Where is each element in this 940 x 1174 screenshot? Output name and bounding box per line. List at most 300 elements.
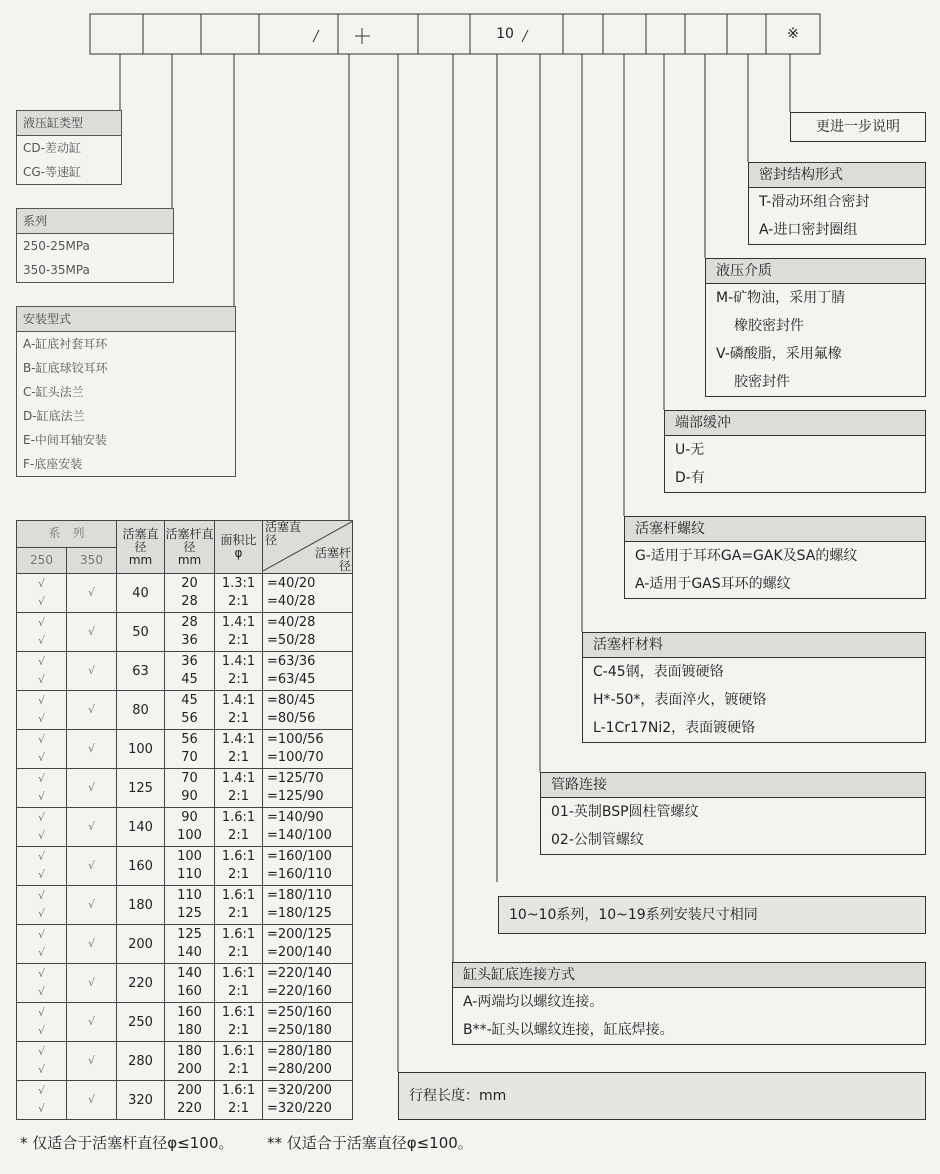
mounting-item: F-底座安装 <box>23 457 83 471</box>
seal-item: A-进口密封圈组 <box>759 222 858 238</box>
check-250 <box>17 1042 67 1081</box>
rod-diameter <box>165 574 215 613</box>
rod-value: 110 <box>177 867 202 882</box>
code-value: =80/45 <box>267 693 316 708</box>
check-mark: √ <box>37 595 45 608</box>
rod-diameter <box>165 769 215 808</box>
check-mark: √ <box>37 1006 45 1019</box>
code-value: =40/28 <box>267 594 316 609</box>
code-value: =160/100 <box>267 849 332 864</box>
rod-value: 110 <box>177 888 202 903</box>
check-mark: √ <box>88 781 96 794</box>
cylinder-type-box <box>16 110 122 185</box>
rod-material-item: H*-50*，表面淬火，镀硬铬 <box>593 692 767 708</box>
check-mark: √ <box>88 820 96 833</box>
table-row <box>17 964 353 1003</box>
further-note-title: 更进一步说明 <box>816 119 900 135</box>
seal-title: 密封结构形式 <box>749 163 925 188</box>
check-mark: √ <box>37 928 45 941</box>
rod-value: 200 <box>177 1083 202 1098</box>
check-350 <box>67 769 117 808</box>
check-mark: √ <box>88 1054 96 1067</box>
check-250 <box>17 652 67 691</box>
size-code <box>263 574 353 613</box>
pipe-connection-item: 02-公制管螺纹 <box>551 832 644 848</box>
check-mark: √ <box>37 733 45 746</box>
area-ratio <box>215 691 263 730</box>
check-mark: √ <box>37 790 45 803</box>
check-250 <box>17 808 67 847</box>
check-350 <box>67 964 117 1003</box>
table-row <box>17 808 353 847</box>
table-row <box>17 691 353 730</box>
code-value: =320/220 <box>267 1101 332 1116</box>
area-ratio <box>215 847 263 886</box>
area-ratio <box>215 1081 263 1120</box>
ratio-value: 2:1 <box>228 1023 249 1038</box>
header-rod-label: 活塞杆直径 <box>165 526 214 554</box>
code-value: =280/180 <box>267 1044 332 1059</box>
medium-title: 液压介质 <box>706 259 925 284</box>
mounting-box <box>16 306 236 477</box>
area-ratio <box>215 613 263 652</box>
check-mark: √ <box>37 1024 45 1037</box>
check-mark: √ <box>37 907 45 920</box>
check-mark: √ <box>37 694 45 707</box>
code-value: =320/200 <box>267 1083 332 1098</box>
rod-value: 200 <box>177 1062 202 1077</box>
check-mark: √ <box>37 1102 45 1115</box>
code-value: =100/70 <box>267 750 324 765</box>
header-diag-top: 活塞直径 <box>265 520 302 547</box>
size-code <box>263 964 353 1003</box>
check-mark: √ <box>37 634 45 647</box>
rod-diameter <box>165 1003 215 1042</box>
ratio-value: 1.6:1 <box>221 1005 256 1020</box>
check-mark: √ <box>37 772 45 785</box>
area-ratio <box>215 886 263 925</box>
head-connection-item: B**-缸头以螺纹连接，缸底焊接。 <box>463 1022 674 1038</box>
piston-diameter: 180 <box>117 886 165 925</box>
piston-diameter: 40 <box>117 574 165 613</box>
ratio-value: 1.3:1 <box>221 576 256 591</box>
check-mark: √ <box>37 577 45 590</box>
code-value: =63/36 <box>267 654 316 669</box>
code-value: =40/28 <box>267 615 316 630</box>
check-mark: √ <box>88 898 96 911</box>
ratio-value: 2:1 <box>228 1101 249 1116</box>
check-250 <box>17 574 67 613</box>
series-title: 系列 <box>17 209 173 234</box>
rod-value: 160 <box>177 1005 202 1020</box>
mounting-item: A-缸底衬套耳环 <box>23 337 108 351</box>
table-row <box>17 613 353 652</box>
piston-diameter: 280 <box>117 1042 165 1081</box>
header-250: 250 <box>17 547 67 574</box>
cushion-box <box>664 410 926 493</box>
check-mark: √ <box>37 946 45 959</box>
piston-diameter: 250 <box>117 1003 165 1042</box>
piston-diameter: 100 <box>117 730 165 769</box>
rod-diameter <box>165 613 215 652</box>
seal-box <box>748 162 926 245</box>
cushion-item: D-有 <box>675 470 705 486</box>
rod-thread-title: 活塞杆螺纹 <box>625 517 925 542</box>
rod-diameter <box>165 808 215 847</box>
size-code <box>263 769 353 808</box>
size-code <box>263 808 353 847</box>
rod-thread-item: G-适用于耳环GA=GAK及SA的螺纹 <box>635 548 858 564</box>
piston-diameter: 63 <box>117 652 165 691</box>
check-350 <box>67 730 117 769</box>
code-value: =200/140 <box>267 945 332 960</box>
code-value: =140/100 <box>267 828 332 843</box>
code-value: =125/90 <box>267 789 324 804</box>
header-diag-bottom: 活塞杆径 <box>315 546 352 573</box>
ratio-value: 2:1 <box>228 750 249 765</box>
rod-value: 56 <box>181 711 198 726</box>
check-mark: √ <box>37 1045 45 1058</box>
code-value: =100/56 <box>267 732 324 747</box>
code-value: =63/45 <box>267 672 316 687</box>
size-code <box>263 925 353 964</box>
rod-diameter <box>165 1081 215 1120</box>
header-ratio-unit: φ <box>234 546 243 560</box>
check-mark: √ <box>37 850 45 863</box>
area-ratio <box>215 1042 263 1081</box>
table-row <box>17 1081 353 1120</box>
check-mark: √ <box>37 1063 45 1076</box>
check-250 <box>17 613 67 652</box>
table-row <box>17 730 353 769</box>
code-value: =220/160 <box>267 984 332 999</box>
check-mark: √ <box>37 985 45 998</box>
rod-thread-box <box>624 516 926 599</box>
ratio-value: 1.6:1 <box>221 1044 256 1059</box>
check-mark: √ <box>37 967 45 980</box>
check-250 <box>17 1003 67 1042</box>
size-code <box>263 1003 353 1042</box>
rod-value: 160 <box>177 984 202 999</box>
ratio-value: 1.4:1 <box>221 693 256 708</box>
cushion-title: 端部缓冲 <box>665 411 925 436</box>
check-mark: √ <box>88 625 96 638</box>
table-row <box>17 769 353 808</box>
rod-value: 28 <box>181 615 198 630</box>
medium-item: 橡胶密封件 <box>734 318 804 334</box>
piston-diameter: 140 <box>117 808 165 847</box>
pipe-connection-title: 管路连接 <box>541 773 925 798</box>
area-ratio <box>215 964 263 1003</box>
check-mark: √ <box>37 655 45 668</box>
pipe-connection-box <box>540 772 926 855</box>
check-mark: √ <box>88 664 96 677</box>
size-code <box>263 886 353 925</box>
table-row <box>17 652 353 691</box>
check-250 <box>17 730 67 769</box>
rod-value: 125 <box>177 927 202 942</box>
ratio-value: 1.6:1 <box>221 849 256 864</box>
check-mark: √ <box>88 976 96 989</box>
series-box <box>16 208 174 283</box>
rod-material-box <box>582 632 926 743</box>
code-value: =280/200 <box>267 1062 332 1077</box>
code-value: =180/125 <box>267 906 332 921</box>
header-350: 350 <box>67 547 117 574</box>
code-value: =180/110 <box>267 888 332 903</box>
rod-material-item: C-45钢，表面镀硬铬 <box>593 664 724 680</box>
rod-value: 90 <box>181 789 198 804</box>
pipe-connection-item: 01-英制BSP圆柱管螺纹 <box>551 804 699 820</box>
check-350 <box>67 574 117 613</box>
cushion-item: U-无 <box>675 442 705 458</box>
area-ratio <box>215 925 263 964</box>
check-250 <box>17 1081 67 1120</box>
check-mark: √ <box>37 868 45 881</box>
ratio-value: 2:1 <box>228 1062 249 1077</box>
rod-thread-item: A-适用于GAS耳环的螺纹 <box>635 576 791 592</box>
size-code <box>263 613 353 652</box>
check-mark: √ <box>37 889 45 902</box>
check-350 <box>67 613 117 652</box>
spec-table <box>16 520 353 1120</box>
series-note-text: 10~10系列，10~19系列安装尺寸相同 <box>509 907 758 923</box>
piston-diameter: 220 <box>117 964 165 1003</box>
code-value: =140/90 <box>267 810 324 825</box>
table-row <box>17 847 353 886</box>
rod-diameter <box>165 652 215 691</box>
rod-value: 70 <box>181 771 198 786</box>
check-350 <box>67 652 117 691</box>
check-250 <box>17 691 67 730</box>
size-code <box>263 652 353 691</box>
piston-diameter: 125 <box>117 769 165 808</box>
rod-diameter <box>165 925 215 964</box>
rod-value: 140 <box>177 966 202 981</box>
header-diagonal-line <box>263 521 353 571</box>
rod-material-title: 活塞杆材料 <box>583 633 925 658</box>
check-mark: √ <box>88 859 96 872</box>
area-ratio <box>215 652 263 691</box>
rod-value: 28 <box>181 594 198 609</box>
header-piston-unit: mm <box>128 552 153 567</box>
medium-item: 胶密封件 <box>734 374 790 390</box>
table-row <box>17 1003 353 1042</box>
check-350 <box>67 886 117 925</box>
size-code <box>263 1042 353 1081</box>
spec-table-body <box>17 574 353 1120</box>
check-mark: √ <box>37 1084 45 1097</box>
series-item: 350-35MPa <box>23 263 90 277</box>
check-mark: √ <box>88 586 96 599</box>
medium-item: M-矿物油，采用丁腈 <box>716 290 846 306</box>
code-value: =50/28 <box>267 633 316 648</box>
code-value: =125/70 <box>267 771 324 786</box>
check-350 <box>67 925 117 964</box>
ratio-value: 2:1 <box>228 945 249 960</box>
ratio-value: 1.4:1 <box>221 732 256 747</box>
piston-diameter: 50 <box>117 613 165 652</box>
stroke-length-box <box>398 1072 926 1120</box>
check-mark: √ <box>88 937 96 950</box>
footnote-piston: ** 仅适合于活塞直径φ≤100。 <box>266 1134 473 1152</box>
rod-diameter <box>165 886 215 925</box>
rod-value: 140 <box>177 945 202 960</box>
ratio-value: 1.6:1 <box>221 966 256 981</box>
rod-value: 100 <box>177 849 202 864</box>
ratio-value: 1.6:1 <box>221 888 256 903</box>
rod-value: 56 <box>181 732 198 747</box>
table-row <box>17 925 353 964</box>
table-row <box>17 574 353 613</box>
piston-diameter: 80 <box>117 691 165 730</box>
check-350 <box>67 808 117 847</box>
area-ratio <box>215 769 263 808</box>
piston-diameter: 160 <box>117 847 165 886</box>
rod-value: 36 <box>181 633 198 648</box>
check-350 <box>67 1042 117 1081</box>
mounting-title: 安装型式 <box>17 307 235 332</box>
check-mark: √ <box>88 1015 96 1028</box>
ratio-value: 1.4:1 <box>221 615 256 630</box>
ratio-value: 2:1 <box>228 711 249 726</box>
size-code <box>263 847 353 886</box>
further-note-box <box>790 112 926 142</box>
ratio-value: 2:1 <box>228 984 249 999</box>
check-250 <box>17 925 67 964</box>
rod-value: 180 <box>177 1044 202 1059</box>
mounting-item: C-缸头法兰 <box>23 385 84 399</box>
check-350 <box>67 1081 117 1120</box>
seal-item: T-滑动环组合密封 <box>759 194 870 210</box>
check-mark: √ <box>37 829 45 842</box>
check-mark: √ <box>88 1093 96 1106</box>
piston-diameter: 200 <box>117 925 165 964</box>
header-piston <box>117 521 165 574</box>
header-rod-unit: mm <box>177 552 202 567</box>
ratio-value: 2:1 <box>228 594 249 609</box>
medium-item: V-磷酸脂，采用氟橡 <box>716 346 842 362</box>
area-ratio <box>215 574 263 613</box>
size-code <box>263 691 353 730</box>
mounting-item: E-中间耳轴安装 <box>23 433 107 447</box>
head-connection-title: 缸头缸底连接方式 <box>453 963 925 988</box>
code-value: =40/20 <box>267 576 316 591</box>
ratio-value: 1.6:1 <box>221 1083 256 1098</box>
check-250 <box>17 769 67 808</box>
code-stroke-number: 10 <box>496 26 514 42</box>
ratio-value: 2:1 <box>228 828 249 843</box>
area-ratio <box>215 730 263 769</box>
code-value: =160/110 <box>267 867 332 882</box>
ratio-value: 1.4:1 <box>221 654 256 669</box>
cylinder-type-item: CD-差动缸 <box>23 141 81 155</box>
ratio-value: 2:1 <box>228 906 249 921</box>
header-ratio <box>215 521 263 574</box>
check-mark: √ <box>37 712 45 725</box>
header-piston-label: 活塞直径 <box>122 526 159 554</box>
ratio-value: 1.4:1 <box>221 771 256 786</box>
code-value: =250/180 <box>267 1023 332 1038</box>
footnote-rod: * 仅适合于活塞杆直径φ≤100。 <box>20 1134 234 1152</box>
rod-value: 100 <box>177 828 202 843</box>
check-250 <box>17 964 67 1003</box>
check-mark: √ <box>37 811 45 824</box>
rod-diameter <box>165 847 215 886</box>
medium-box <box>705 258 926 397</box>
check-mark: √ <box>37 673 45 686</box>
check-mark: √ <box>37 616 45 629</box>
rod-value: 90 <box>181 810 198 825</box>
head-connection-item: A-两端均以螺纹连接。 <box>463 994 604 1010</box>
rod-value: 220 <box>177 1101 202 1116</box>
cylinder-type-item: CG-等速缸 <box>23 165 82 179</box>
cylinder-type-title: 液压缸类型 <box>17 111 121 136</box>
mounting-item: B-缸底球铰耳环 <box>23 361 108 375</box>
rod-value: 180 <box>177 1023 202 1038</box>
check-350 <box>67 1003 117 1042</box>
mounting-item: D-缸底法兰 <box>23 409 85 423</box>
header-rod <box>165 521 215 574</box>
ratio-value: 1.6:1 <box>221 810 256 825</box>
stroke-length-text: 行程长度：mm <box>409 1088 507 1104</box>
area-ratio <box>215 1003 263 1042</box>
table-row <box>17 1042 353 1081</box>
rod-diameter <box>165 730 215 769</box>
rod-value: 45 <box>181 672 198 687</box>
ratio-value: 2:1 <box>228 672 249 687</box>
series-note-box <box>498 896 926 934</box>
rod-diameter <box>165 1042 215 1081</box>
header-ratio-label: 面积比 <box>220 533 257 547</box>
rod-value: 45 <box>181 693 198 708</box>
size-code <box>263 730 353 769</box>
rod-diameter <box>165 964 215 1003</box>
size-code <box>263 1081 353 1120</box>
rod-value: 70 <box>181 750 198 765</box>
piston-diameter: 320 <box>117 1081 165 1120</box>
head-connection-box <box>452 962 926 1045</box>
code-value: =200/125 <box>267 927 332 942</box>
rod-diameter <box>165 691 215 730</box>
check-mark: √ <box>88 703 96 716</box>
header-series: 系 列 <box>17 521 117 548</box>
header-diagonal <box>263 521 353 574</box>
code-value: =220/140 <box>267 966 332 981</box>
series-item: 250-25MPa <box>23 239 90 253</box>
check-350 <box>67 691 117 730</box>
check-mark: √ <box>88 742 96 755</box>
rod-value: 20 <box>181 576 198 591</box>
code-value: =250/160 <box>267 1005 332 1020</box>
rod-value: 36 <box>181 654 198 669</box>
check-350 <box>67 847 117 886</box>
rod-material-item: L-1Cr17Ni2，表面镀硬铬 <box>593 720 756 736</box>
area-ratio <box>215 808 263 847</box>
footnote <box>20 1132 473 1153</box>
rod-value: 125 <box>177 906 202 921</box>
check-250 <box>17 886 67 925</box>
check-mark: √ <box>37 751 45 764</box>
code-value: =80/56 <box>267 711 316 726</box>
ratio-value: 1.6:1 <box>221 927 256 942</box>
ratio-value: 2:1 <box>228 633 249 648</box>
ratio-value: 2:1 <box>228 867 249 882</box>
code-extra-mark: ※ <box>787 26 799 42</box>
table-row <box>17 886 353 925</box>
ratio-value: 2:1 <box>228 789 249 804</box>
check-250 <box>17 847 67 886</box>
